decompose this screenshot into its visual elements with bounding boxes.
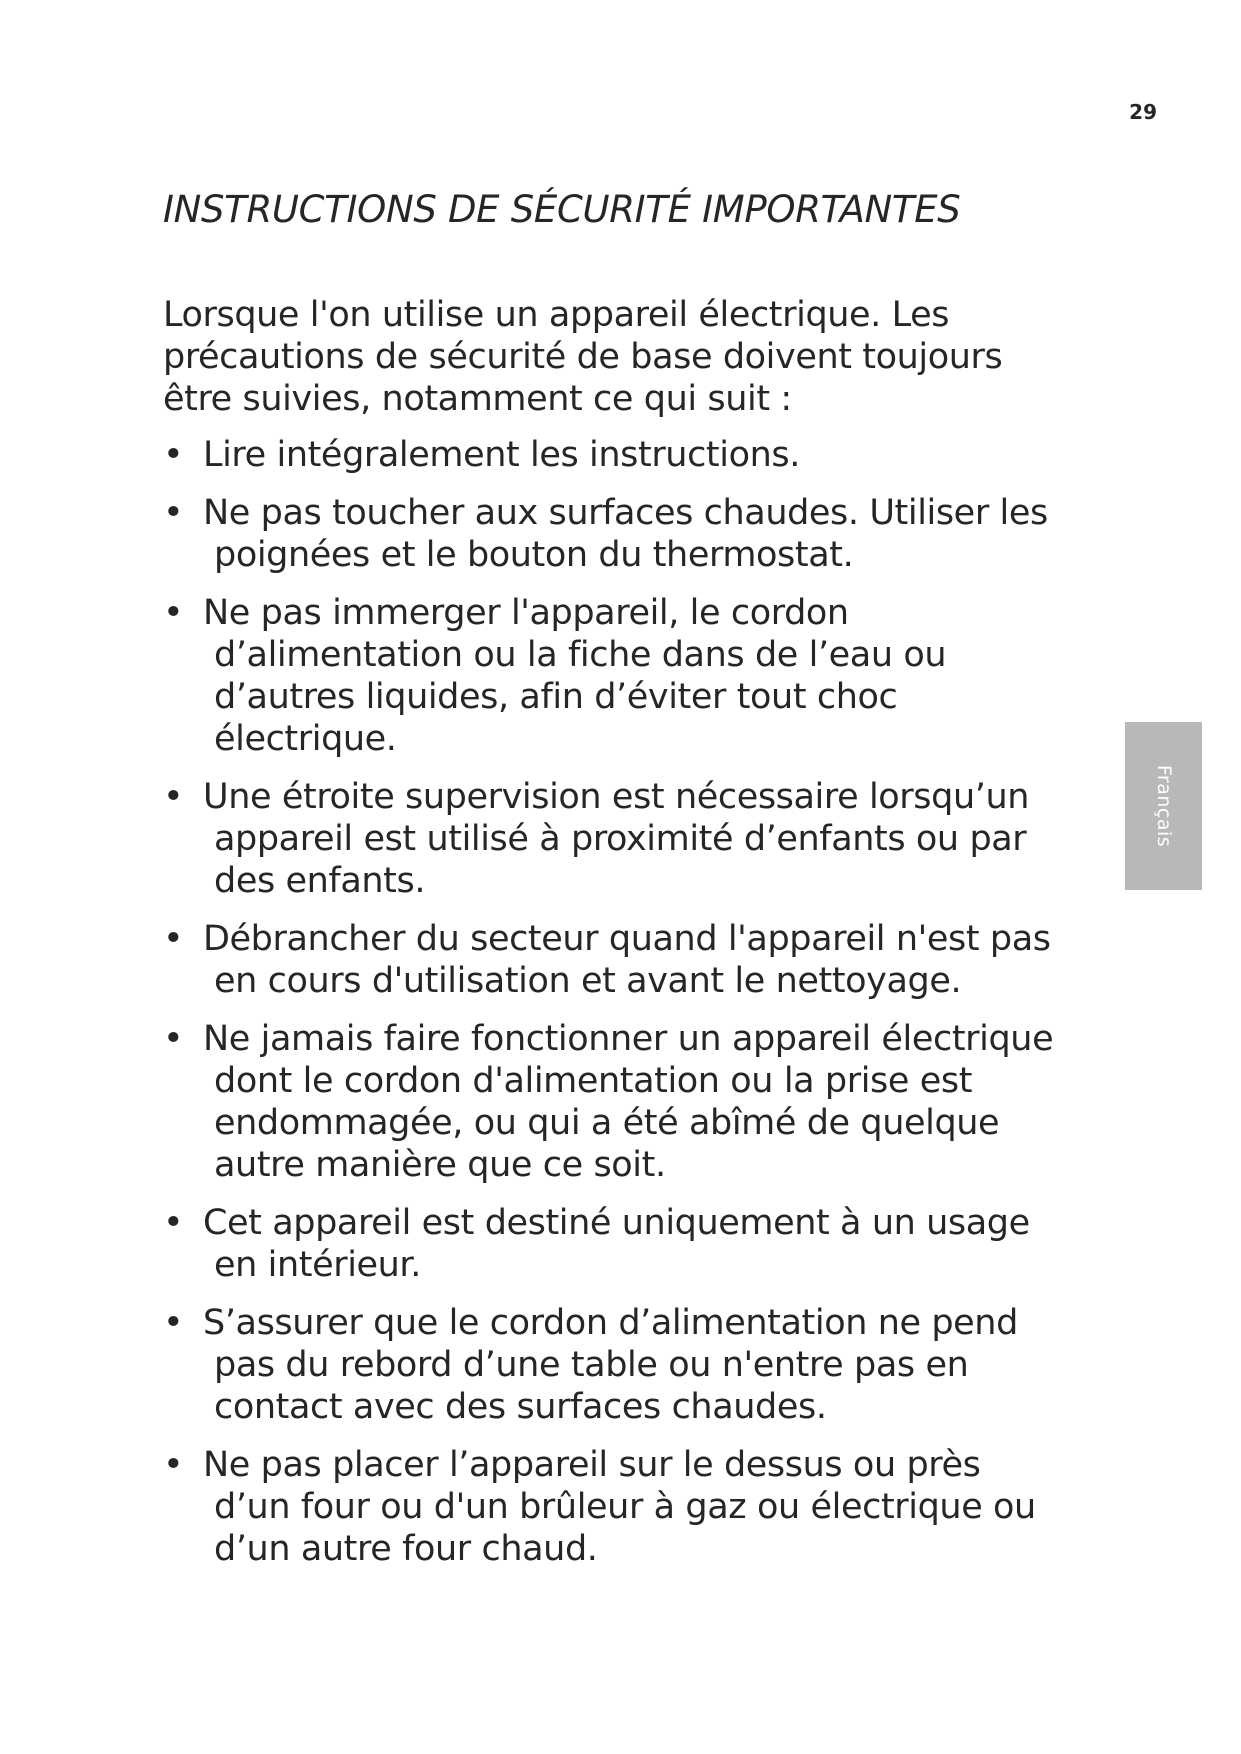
language-tab-label: Français	[1152, 764, 1175, 848]
list-item-text: Cet appareil est destiné uniquement à un usage	[203, 1203, 1030, 1243]
intro-line: Lorsque l'on utilise un appareil électrique. Les	[163, 295, 950, 335]
bullet-icon: •	[163, 1445, 184, 1485]
list-item-text: des enfants.	[214, 861, 426, 901]
list-item-text: pas du rebord d’une table ou n'entre pas en	[214, 1345, 969, 1385]
list-item	[163, 776, 1083, 902]
list-item-text: Ne jamais faire fonctionner un appareil électrique	[203, 1019, 1054, 1059]
bullet-icon: •	[163, 593, 184, 633]
list-item-text: dont le cordon d'alimentation ou la prise est	[214, 1061, 973, 1101]
intro-line: précautions de sécurité de base doivent toujours	[163, 337, 1003, 377]
bullet-icon: •	[163, 1203, 184, 1243]
list-item-text: d’un autre four chaud.	[214, 1529, 598, 1569]
intro-line: être suivies, notamment ce qui suit :	[163, 379, 792, 419]
bullet-icon: •	[163, 493, 184, 533]
list-item-text: Une étroite supervision est nécessaire lorsqu’un	[203, 777, 1030, 817]
list-item-text: Lire intégralement les instructions.	[203, 435, 800, 475]
list-item-text: poignées et le bouton du thermostat.	[214, 535, 854, 575]
bullet-icon: •	[163, 1303, 184, 1343]
list-item	[163, 492, 1083, 576]
list-item-text: endommagée, ou qui a été abîmé de quelque	[214, 1103, 1000, 1143]
list-item-text: contact avec des surfaces chaudes.	[214, 1387, 827, 1427]
list-item-text: d’alimentation ou la fiche dans de l’eau ou	[214, 635, 947, 675]
list-item-text: d’un four ou d'un brûleur à gaz ou électrique ou	[214, 1487, 1036, 1527]
list-item-text: S’assurer que le cordon d’alimentation ne pend	[203, 1303, 1018, 1343]
list-item-text: Débrancher du secteur quand l'appareil n'est pas	[203, 919, 1051, 959]
bullet-icon: •	[163, 435, 184, 475]
list-item-text: Ne pas toucher aux surfaces chaudes. Utiliser les	[203, 493, 1048, 533]
list-item-text: d’autres liquides, afin d’éviter tout choc	[214, 677, 898, 717]
list-item	[163, 918, 1083, 1002]
list-item	[163, 592, 1083, 760]
list-item-text: en cours d'utilisation et avant le nettoyage.	[214, 961, 962, 1001]
intro-paragraph	[163, 294, 1063, 420]
language-tab	[1125, 722, 1202, 890]
list-item-text: Ne pas immerger l'appareil, le cordon	[203, 593, 849, 633]
list-item	[163, 1202, 1083, 1286]
bullet-icon: •	[163, 919, 184, 959]
bullet-icon: •	[163, 1019, 184, 1059]
list-item-text: appareil est utilisé à proximité d’enfants ou par	[214, 819, 1027, 859]
safety-instructions-list	[163, 434, 1083, 1586]
list-item	[163, 1302, 1083, 1428]
list-item-text: Ne pas placer l’appareil sur le dessus ou près	[203, 1445, 981, 1485]
list-item-text: en intérieur.	[214, 1245, 421, 1285]
list-item	[163, 434, 1083, 476]
list-item-text: électrique.	[214, 719, 397, 759]
list-item	[163, 1444, 1083, 1570]
list-item	[163, 1018, 1083, 1186]
page-number: 29	[1129, 100, 1157, 124]
bullet-icon: •	[163, 777, 184, 817]
list-item-text: autre manière que ce soit.	[214, 1145, 666, 1185]
page-title: INSTRUCTIONS DE SÉCURITÉ IMPORTANTES	[163, 188, 961, 231]
